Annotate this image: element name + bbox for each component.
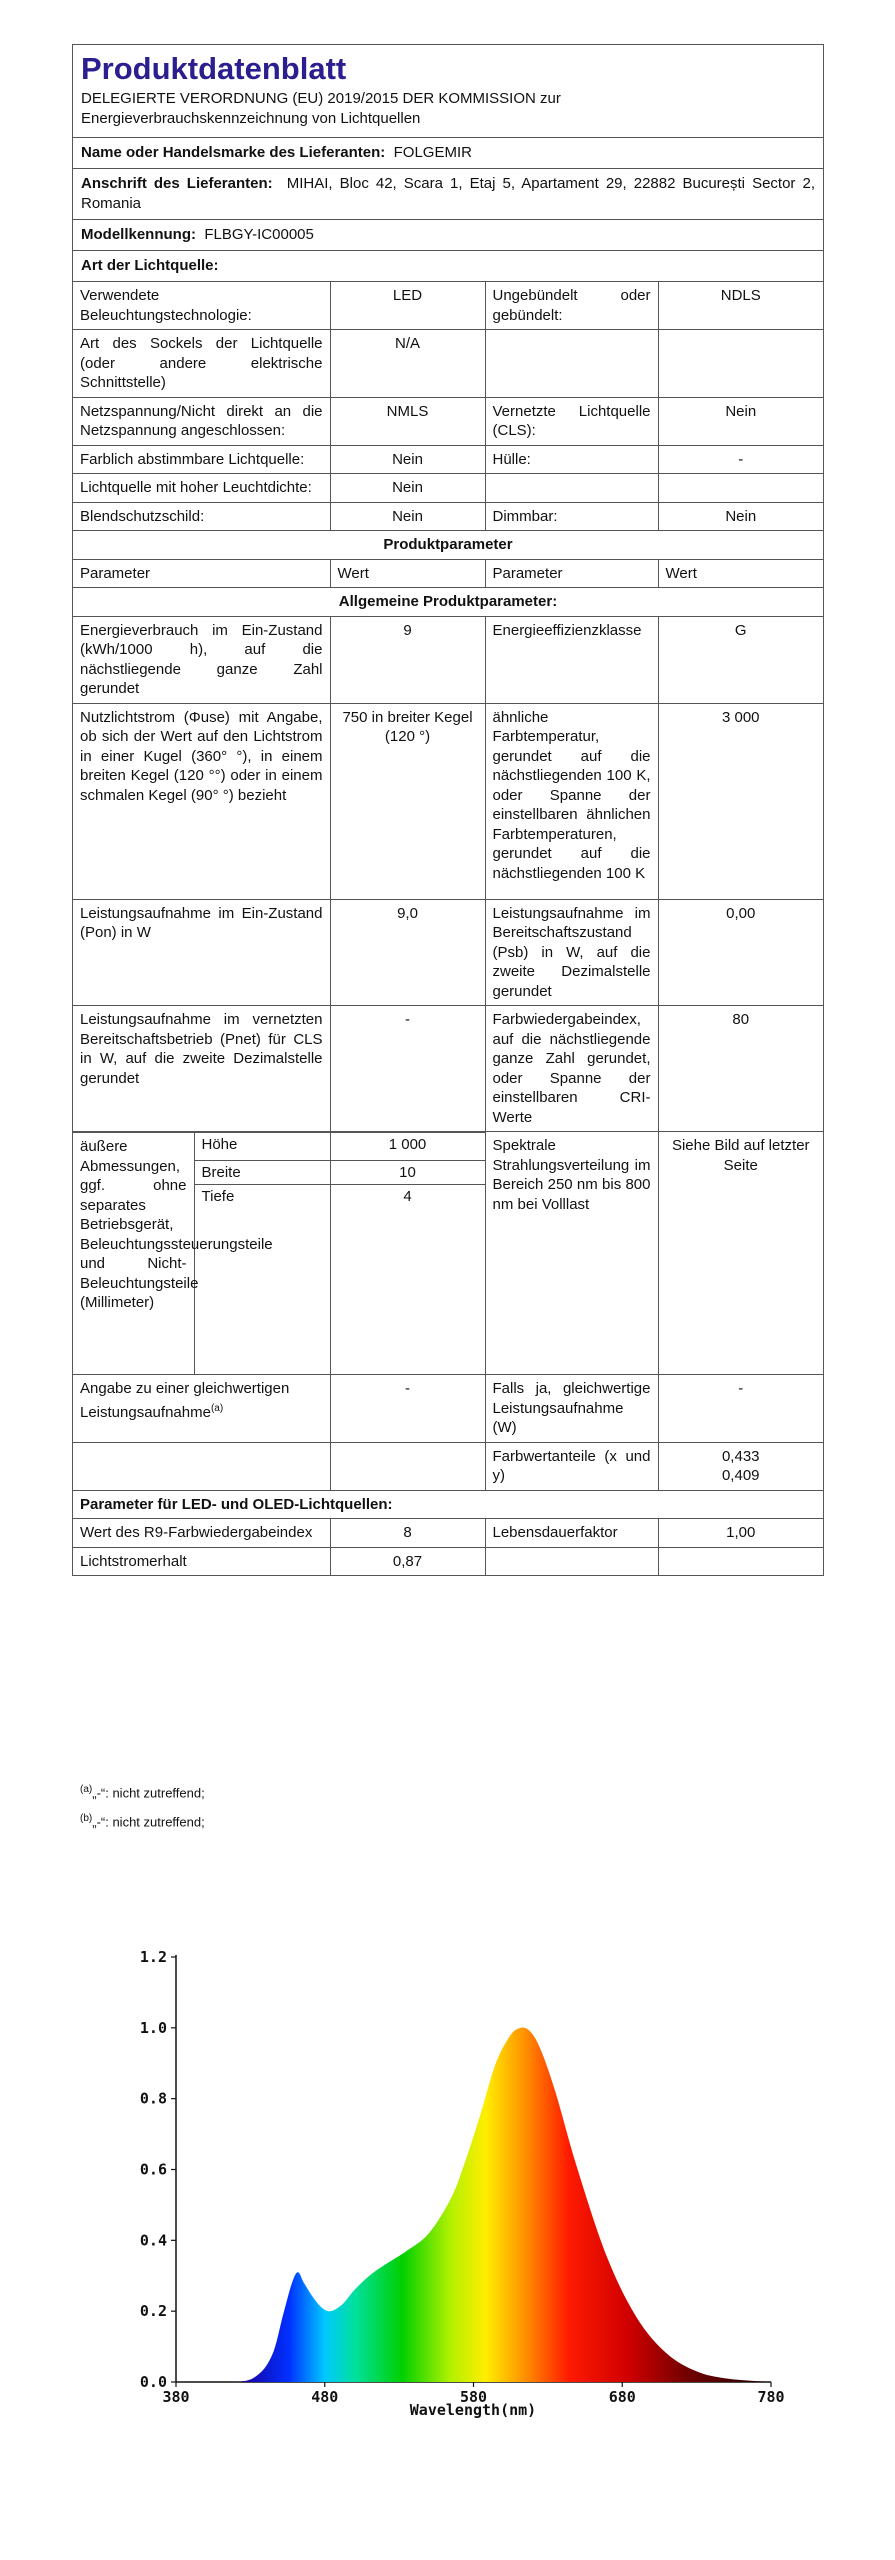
param-label xyxy=(73,1375,330,1443)
y-tick-label: 0.2 xyxy=(139,2302,167,2321)
footnote-text: „-“: nicht zutreffend; xyxy=(92,1814,205,1830)
param-label xyxy=(485,330,658,398)
dimension-value: 10 xyxy=(330,1160,485,1185)
y-tick-label: 1.2 xyxy=(139,1948,167,1966)
param-label: Ungebündelt oder gebündelt: xyxy=(485,282,658,330)
empty-cell xyxy=(658,1547,823,1575)
param-label: Leistungsaufnahme im vernetzten Bereitschaftsbetrieb (Pnet) für CLS in W, auf die zweite Dezimalstelle gerundet xyxy=(73,1006,330,1132)
dimension-name: Höhe xyxy=(194,1133,330,1161)
supplier-address-label: Anschrift des Lieferanten: xyxy=(81,175,273,192)
param-label: Falls ja, gleichwertige Leistungsaufnahme (W) xyxy=(485,1375,658,1443)
param-value: 80 xyxy=(658,1006,823,1132)
table-row xyxy=(73,1375,823,1443)
param-value: 3 000 xyxy=(658,703,823,899)
footnote-text: „-“: nicht zutreffend; xyxy=(92,1785,205,1801)
param-label: Energieverbrauch im Ein-Zustand (kWh/1000 h), auf die nächstliegende ganze Zahl gerundet xyxy=(73,616,330,703)
x-tick-label: 380 xyxy=(162,2388,190,2406)
param-value: - xyxy=(330,1375,485,1443)
section-heading-row xyxy=(73,588,823,617)
dimensions-cell xyxy=(73,1132,485,1375)
equiv-label-text: Angabe zu einer gleichwertigen Leistungsaufnahme xyxy=(80,1380,290,1421)
empty-cell xyxy=(330,1442,485,1490)
dimension-name: Breite xyxy=(194,1160,330,1185)
param-value xyxy=(658,1442,823,1490)
supplier-name-value: FOLGEMIR xyxy=(393,144,472,161)
parameter-table xyxy=(73,281,823,1575)
param-label xyxy=(485,474,658,503)
dimension-value: 4 xyxy=(330,1185,485,1375)
param-value: - xyxy=(658,1375,823,1443)
table-row xyxy=(73,899,823,1006)
x-tick-label: 480 xyxy=(311,2388,339,2406)
table-row xyxy=(73,282,823,330)
param-label: Hülle: xyxy=(485,445,658,474)
dimension-value: 1 000 xyxy=(330,1133,485,1161)
param-value: 0,00 xyxy=(658,899,823,1006)
column-header: Parameter xyxy=(73,559,330,588)
supplier-address-value: MIHAI, Bloc 42, Scara 1, Etaj 5, Apartament 29, 22882 București Sector 2, Romania xyxy=(81,175,815,212)
param-value: 8 xyxy=(330,1519,485,1548)
footnote-marker: (b) xyxy=(80,1813,93,1825)
table-row xyxy=(73,616,823,703)
param-value: Nein xyxy=(330,445,485,474)
table-row xyxy=(73,1006,823,1132)
param-label: Wert des R9-Farbwiedergabeindex xyxy=(73,1519,330,1548)
subtitle-line-2: Energieverbrauchskennzeichnung von Lichtquellen xyxy=(81,110,421,127)
param-value xyxy=(658,474,823,503)
param-value xyxy=(658,330,823,398)
param-value: Nein xyxy=(658,502,823,531)
param-label: Lebensdauerfaktor xyxy=(485,1519,658,1548)
section-heading-row xyxy=(73,531,823,560)
y-tick-label: 0.0 xyxy=(139,2373,167,2391)
param-value: Siehe Bild auf letzter Seite xyxy=(658,1132,823,1375)
param-value: - xyxy=(658,445,823,474)
y-tick-label: 1.0 xyxy=(139,2018,167,2037)
x-axis-label: Wavelength(nm) xyxy=(409,2401,537,2419)
column-header-row xyxy=(73,559,823,588)
x-tick-label: 680 xyxy=(608,2388,636,2406)
param-label: Blendschutzschild: xyxy=(73,502,330,531)
param-label: Lichtquelle mit hoher Leuchtdichte: xyxy=(73,474,330,503)
supplier-name-label: Name oder Handelsmarke des Lieferanten: xyxy=(81,144,386,161)
param-value: 0,87 xyxy=(330,1547,485,1575)
footnote-marker: (a) xyxy=(210,1402,224,1414)
param-value: NDLS xyxy=(658,282,823,330)
table-row xyxy=(73,703,823,899)
param-label: Leistungsaufnahme im Bereitschaftszustand (Psb) in W, auf die zweite Dezimalstelle gerundet xyxy=(485,899,658,1006)
column-header: Parameter xyxy=(485,559,658,588)
param-label: Farblich abstimmbare Lichtquelle: xyxy=(73,445,330,474)
param-value: 9,0 xyxy=(330,899,485,1006)
param-label: ähnliche Farbtemperatur, gerundet auf die nächstliegenden 100 K, oder Spanne der einstellbaren ähnlichen Farbtemperaturen, gerundet auf die nächstliegenden 100 K xyxy=(485,703,658,899)
table-row xyxy=(73,474,823,503)
param-label: Verwendete Beleuchtungstechnologie: xyxy=(73,282,330,330)
param-value: NMLS xyxy=(330,397,485,445)
x-tick-label: 580 xyxy=(459,2388,488,2406)
product-params-heading: Produktparameter xyxy=(73,531,823,560)
param-label: Energieeffizienzklasse xyxy=(485,616,658,703)
param-value: G xyxy=(658,616,823,703)
param-value: Nein xyxy=(658,397,823,445)
param-label: Leistungsaufnahme im Ein-Zustand (Pon) in W xyxy=(73,899,330,1006)
table-row xyxy=(73,330,823,398)
param-value: - xyxy=(330,1006,485,1132)
model-id-row xyxy=(73,219,823,250)
param-value: LED xyxy=(330,282,485,330)
supplier-address-row xyxy=(73,168,823,219)
dimensions-row xyxy=(73,1132,823,1375)
spectral-distribution-chart xyxy=(110,1930,790,2430)
param-label: Lichtstromerhalt xyxy=(73,1547,330,1575)
param-value: 1,00 xyxy=(658,1519,823,1548)
param-value: 750 in breiter Kegel (120 °) xyxy=(330,703,485,899)
empty-cell xyxy=(73,1442,330,1490)
table-row xyxy=(73,1547,823,1575)
param-label: Nutzlichtstrom (Φuse) mit Angabe, ob sich der Wert auf den Lichtstrom in einer Kugel (360° °), in einem breiten Kegel (120 °°) oder in einem schmalen Kegel (90° °) bezieht xyxy=(73,703,330,899)
param-value: N/A xyxy=(330,330,485,398)
light-type-heading xyxy=(73,250,823,281)
param-label: Vernetzte Lichtquelle (CLS): xyxy=(485,397,658,445)
y-tick-label: 0.8 xyxy=(139,2089,167,2108)
product-data-sheet xyxy=(72,44,824,1576)
dimensions-subtable xyxy=(73,1132,485,1374)
table-row xyxy=(73,1519,823,1548)
footnote-a xyxy=(80,1777,205,1806)
empty-cell xyxy=(485,1547,658,1575)
param-value: Nein xyxy=(330,502,485,531)
y-tick-label: 0.6 xyxy=(139,2160,167,2179)
regulation-subtitle xyxy=(73,89,823,137)
chroma-x-value: 0,433 xyxy=(721,1447,760,1465)
column-header: Wert xyxy=(330,559,485,588)
subtitle-line-1: DELEGIERTE VERORDNUNG (EU) 2019/2015 DER KOMMISSION zur xyxy=(81,90,561,107)
param-label: Art des Sockels der Lichtquelle (oder andere elektrische Schnittstelle) xyxy=(73,330,330,398)
table-row xyxy=(73,1442,823,1490)
param-label: Farbwiedergabeindex, auf die nächstliegende ganze Zahl gerundet, oder Spanne der einstellbaren CRI-Werte xyxy=(485,1006,658,1132)
spectrum-area xyxy=(176,2028,771,2382)
param-label: Spektrale Strahlungsverteilung im Bereich 250 nm bis 800 nm bei Volllast xyxy=(485,1132,658,1375)
led-params-heading: Parameter für LED- und OLED-Lichtquellen: xyxy=(73,1490,823,1519)
footnote-b xyxy=(80,1806,205,1835)
table-row xyxy=(73,397,823,445)
page-title: Produktdatenblatt xyxy=(81,51,347,86)
param-label: Dimmbar: xyxy=(485,502,658,531)
footnote-marker: (a) xyxy=(80,1784,93,1795)
model-id-value: FLBGY-IC00005 xyxy=(204,226,314,243)
model-id-label: Modellkennung: xyxy=(81,226,196,243)
light-type-heading-text: Art der Lichtquelle: xyxy=(81,257,219,274)
x-tick-label: 780 xyxy=(757,2388,785,2406)
dimension-name: Tiefe xyxy=(194,1185,330,1375)
column-header: Wert xyxy=(658,559,823,588)
chroma-y-value: 0,409 xyxy=(721,1467,760,1484)
general-params-heading: Allgemeine Produktparameter: xyxy=(73,588,823,617)
param-label: Netzspannung/Nicht direkt an die Netzspannung angeschlossen: xyxy=(73,397,330,445)
table-row xyxy=(73,445,823,474)
y-tick-label: 0.4 xyxy=(139,2231,167,2250)
dimensions-label: äußere Abmessungen, ggf. ohne separates Betriebsgerät, Beleuchtungssteuerungsteile und Nicht-Beleuchtungsteile (Millimeter) xyxy=(73,1133,194,1375)
table-row xyxy=(73,502,823,531)
supplier-name-row xyxy=(73,137,823,168)
section-heading-row xyxy=(73,1490,823,1519)
param-value: 9 xyxy=(330,616,485,703)
param-value: Nein xyxy=(330,474,485,503)
footnotes xyxy=(80,1777,205,1836)
param-label: Farbwertanteile (x und y) xyxy=(485,1442,658,1490)
